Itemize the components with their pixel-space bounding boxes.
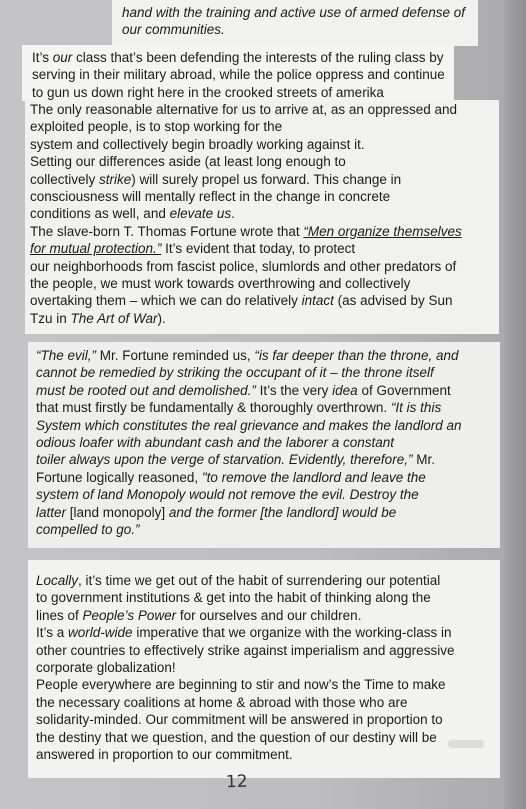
text-run: imperative that we organize with the working-class in — [132, 625, 452, 641]
text-line — [36, 417, 492, 434]
text-run: Tzu in — [30, 310, 71, 326]
text-clipping-2 — [22, 45, 454, 101]
text-line — [36, 469, 492, 486]
text-run: [land monopoly] — [66, 504, 169, 520]
italic-text: and the former [the landlord] would be — [168, 504, 397, 520]
italic-text: latter — [36, 504, 67, 520]
text-run: ). — [157, 310, 166, 326]
text-line — [30, 171, 491, 188]
text-line — [36, 434, 492, 451]
scan-smudge — [448, 740, 484, 748]
italic-text: "to remove the landlord and leave the — [201, 469, 426, 485]
text-line: to gun us down right here in the crooked streets of amerika — [32, 84, 384, 100]
text-run: , it’s time we get out of the habit of surrendering our potential — [78, 573, 441, 588]
text-line: corporate globalization! — [36, 660, 176, 676]
text-line — [36, 399, 492, 416]
text-line — [36, 521, 492, 538]
text-line — [36, 624, 492, 641]
italic-text: idea — [332, 382, 358, 398]
text-line — [30, 292, 491, 309]
text-line — [36, 504, 492, 521]
text-line: other countries to effectively strike against imperialism and aggressive — [36, 642, 455, 658]
page-edge-shadow — [504, 0, 526, 809]
italic-text: People’s Power — [82, 607, 177, 623]
text-line — [32, 49, 446, 66]
text-run: conditions as well, and — [30, 206, 170, 222]
text-line — [122, 21, 468, 38]
text-clipping-1 — [112, 0, 478, 46]
italic-text: hand with the training and active use of armed defense of — [122, 5, 465, 20]
text-run: (as advised by Sun — [333, 293, 453, 309]
text-run: of Government — [357, 382, 451, 398]
italic-text: odious loafer with abundant cash and the laborer a constant — [36, 435, 394, 451]
text-line — [36, 607, 492, 624]
italic-text: “is far deeper than the throne, and — [254, 348, 459, 363]
text-line: serving in their military abroad, while the police oppress and continue — [32, 67, 445, 83]
text-line — [30, 223, 491, 240]
text-line: to government institutions & get into the habit of thinking along the — [36, 590, 431, 606]
italic-text: system of land Monopoly would not remove the evil. Destroy the — [36, 487, 419, 503]
italic-text: our communities. — [122, 22, 225, 38]
text-line: consciousness will mentally reflect in the change in concrete — [30, 189, 391, 205]
text-clipping-4 — [28, 342, 500, 548]
italic-text: strike — [99, 171, 132, 187]
text-run: lines of — [36, 607, 83, 623]
text-clipping-5 — [28, 560, 500, 778]
text-run: that must firstly be fundamentally & thoroughly overthrown. — [36, 400, 391, 416]
text-line — [36, 572, 492, 589]
page-number: 12 — [225, 771, 248, 793]
italic-text: compelled to go.” — [36, 522, 140, 538]
text-run: It’s — [32, 50, 53, 65]
text-line: answered in proportion to our commitment. — [36, 747, 293, 763]
text-line — [30, 310, 491, 327]
text-line: People everywhere are beginning to stir and now’s the Time to make — [36, 677, 446, 693]
text-run: class that’s been defending the interests of the ruling class by — [72, 50, 444, 65]
text-run: overtaking them – which we can do relatively — [30, 293, 302, 309]
text-run: It’s a — [36, 625, 69, 641]
italic-text: intact — [301, 293, 334, 309]
text-line — [30, 205, 491, 222]
text-run: Mr. Fortune reminded us, — [96, 348, 255, 363]
italic-text: cannot be remedied by striking the occupant of it – the throne itself — [36, 365, 434, 381]
quote-underlined: for mutual protection.” — [30, 241, 162, 257]
text-line: exploited people, is to stop working for the — [30, 119, 283, 135]
text-run: It’s evident that today, to protect — [161, 241, 356, 257]
text-run: for ourselves and our children. — [176, 607, 362, 623]
text-line: the destiny that we question, and the question of our destiny will be — [36, 729, 437, 745]
text-line — [36, 451, 492, 468]
text-run: Fortune logically reasoned, — [36, 469, 202, 485]
text-run: ) will surely propel us forward. This change in — [131, 171, 402, 187]
text-line: The only reasonable alternative for us to arrive at, as an oppressed and — [30, 102, 458, 117]
text-line: Setting our differences aside (at least long enough to — [30, 154, 346, 170]
text-line: the people, we must work towards overthrowing and collectively — [30, 276, 411, 292]
text-line — [36, 382, 492, 399]
text-line: our neighborhoods from fascist police, slumlords and other predators of — [30, 258, 457, 274]
text-clipping-3 — [25, 100, 499, 334]
text-run: It’s the very — [255, 382, 333, 398]
italic-text: world-wide — [68, 625, 133, 641]
quote-underlined: “Men organize themselves — [303, 223, 462, 239]
text-line — [36, 364, 492, 381]
text-run: collectively — [30, 171, 100, 187]
italic-text: System which constitutes the real grievance and makes the landlord an — [36, 417, 462, 433]
italic-text: “It is this — [390, 400, 442, 416]
text-line: system and collectively begin broadly working against it. — [30, 136, 365, 152]
italic-text: elevate us — [169, 206, 232, 222]
book-title: The Art of War — [70, 310, 158, 326]
text-line: solidarity-minded. Our commitment will be answered in proportion to — [36, 712, 443, 728]
text-line: the necessary coalitions at home & abroad with those who are — [36, 694, 408, 710]
text-line — [36, 486, 492, 503]
italic-text: “The evil,” — [36, 348, 97, 363]
italic-text: toiler always upon the verge of starvation. Evidently, therefore,” — [36, 452, 413, 468]
text-line — [30, 240, 491, 257]
italic-text: Locally — [36, 573, 79, 588]
text-run: The slave-born T. Thomas Fortune wrote that — [30, 223, 304, 239]
text-line — [36, 347, 492, 364]
italic-text: our — [52, 50, 73, 65]
text-run: . — [231, 206, 235, 222]
text-line — [122, 4, 468, 21]
italic-text: must be rooted out and demolished.” — [36, 382, 256, 398]
text-run: Mr. — [412, 452, 435, 468]
